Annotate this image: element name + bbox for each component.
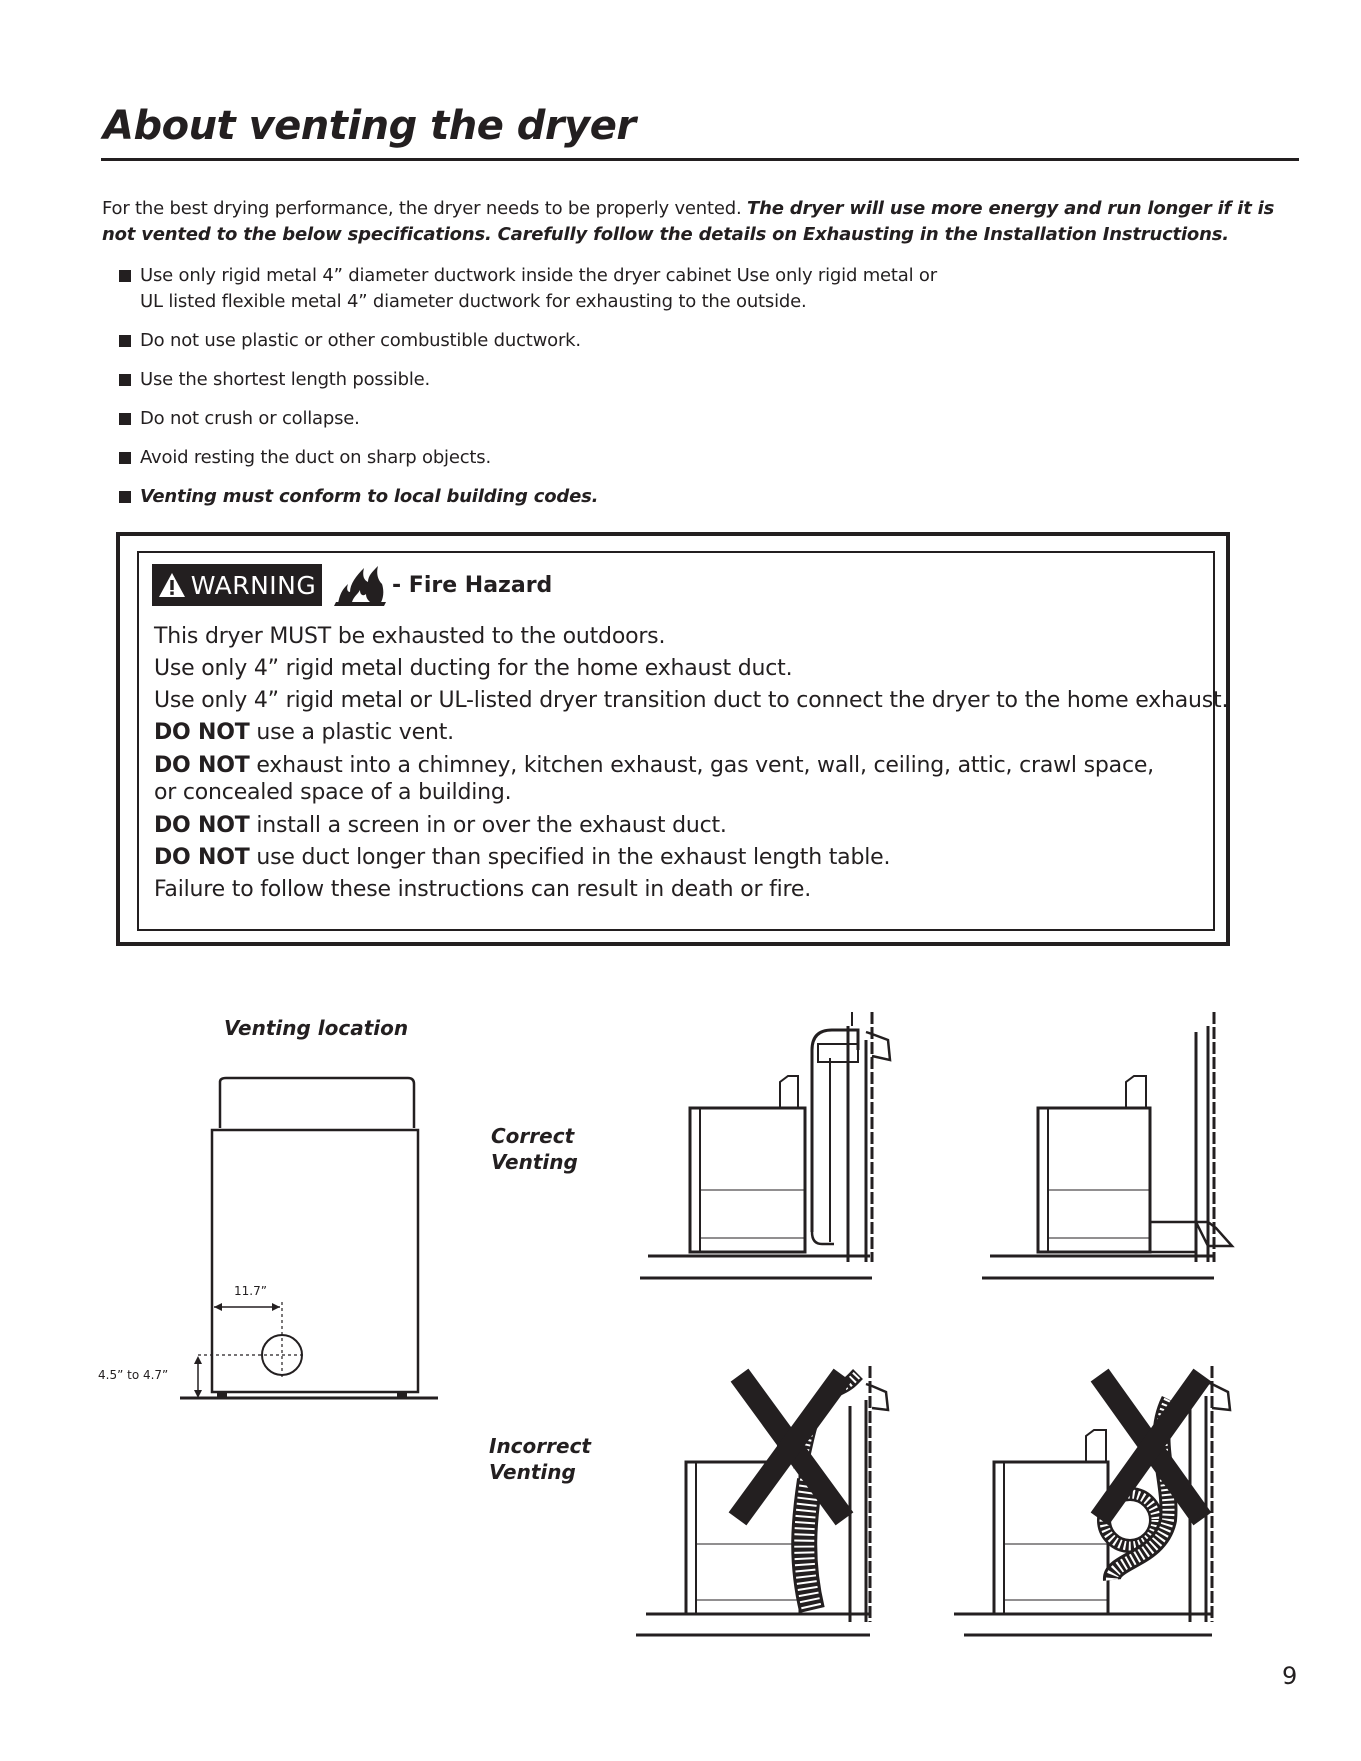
incorrect-venting-crushed-duct-drawing — [636, 1366, 888, 1635]
list-item-text: Venting must conform to local building codes. — [140, 486, 599, 507]
intro-emphasis: The dryer will use more energy and run longer if it is not vented to the below specifications. Carefully follow the details on Exhausting in the Installation Instructions. — [102, 198, 1275, 245]
correct-venting-upward-duct-drawing — [640, 1012, 890, 1278]
list-item-text: Do not use plastic or other combustible ductwork. — [140, 330, 581, 351]
warning-line-text: exhaust into a chimney, kitchen exhaust, gas vent, wall, ceiling, attic, crawl space, or concealed space of a building. — [154, 753, 1154, 805]
dimension-vertical-label: 4.5” to 4.7” — [98, 1368, 169, 1382]
list-item-text: UL listed flexible metal 4” diameter ductwork for exhausting to the outside. — [140, 291, 807, 312]
warning-line-text: use a plastic vent. — [249, 720, 454, 745]
list-item-text: Use the shortest length possible. — [140, 369, 431, 390]
page-title: About venting the dryer — [103, 103, 636, 149]
correct-venting-straight-duct-drawing — [982, 1012, 1232, 1278]
list-item-text: Use only rigid metal 4” diameter ductwork inside the dryer cabinet Use only rigid metal or — [140, 265, 937, 286]
do-not-label: DO NOT — [154, 813, 250, 838]
venting-location-label: Venting location — [224, 1016, 409, 1040]
caption-line: Incorrect — [489, 1434, 591, 1458]
caption-line: Correct — [491, 1124, 575, 1148]
do-not-label: DO NOT — [154, 753, 250, 778]
warning-line: This dryer MUST be exhausted to the outdoors. — [154, 624, 666, 649]
caption-line: Venting — [489, 1460, 576, 1484]
dryer-rear-view-drawing — [180, 1078, 438, 1398]
warning-line: Use only 4” rigid metal or UL-listed dryer transition duct to connect the dryer to the home exhaust. — [154, 688, 1229, 713]
list-item-text: Do not crush or collapse. — [140, 408, 360, 429]
warning-line-text: install a screen in or over the exhaust duct. — [249, 813, 727, 838]
dimension-horizontal-label: 11.7” — [234, 1284, 267, 1298]
caption-line: Venting — [491, 1150, 578, 1174]
fire-hazard-label: - Fire Hazard — [392, 573, 553, 598]
warning-line: Use only 4” rigid metal ducting for the home exhaust duct. — [154, 656, 793, 681]
warning-line-text: use duct longer than specified in the exhaust length table. — [249, 845, 891, 870]
warning-line: Failure to follow these instructions can result in death or fire. — [154, 877, 812, 902]
list-item-text: Avoid resting the duct on sharp objects. — [140, 447, 491, 468]
warning-badge-label: WARNING — [190, 570, 317, 600]
intro-text: For the best drying performance, the dryer needs to be properly vented. — [102, 198, 748, 219]
do-not-label: DO NOT — [154, 720, 250, 745]
page-number: 9 — [1282, 1662, 1298, 1690]
incorrect-venting-coiled-duct-drawing — [954, 1366, 1230, 1635]
do-not-label: DO NOT — [154, 845, 250, 870]
